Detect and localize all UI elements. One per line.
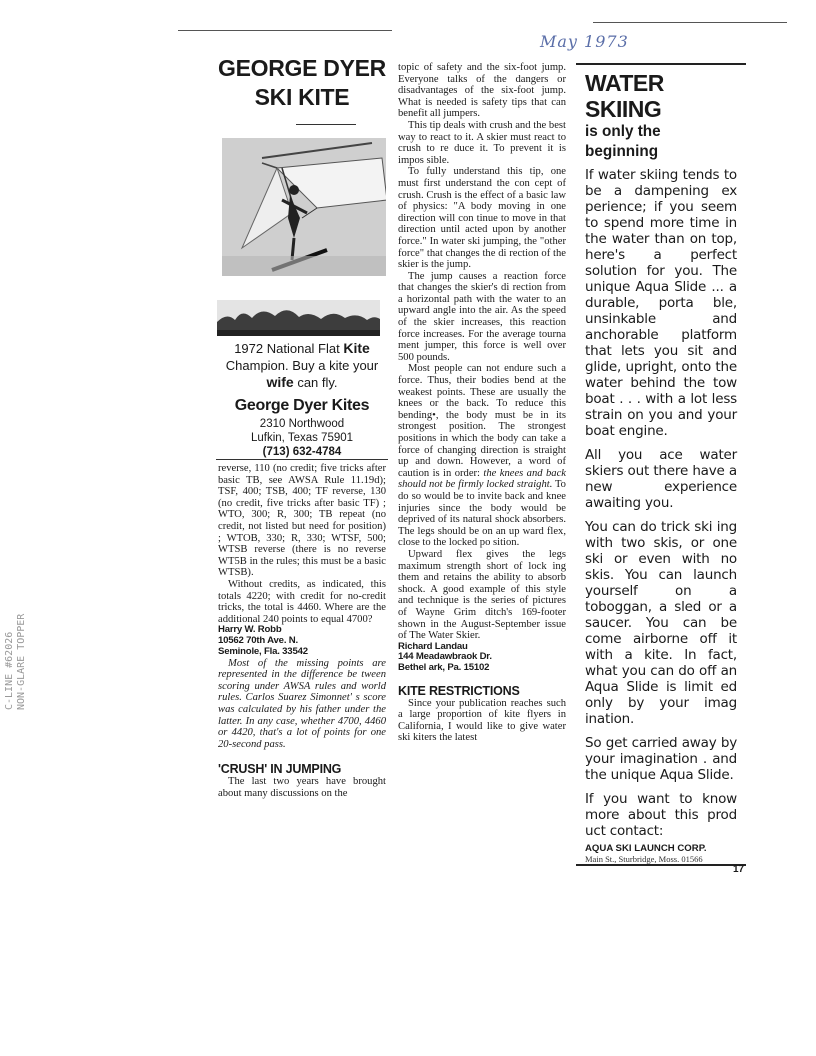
kite-skier-photo: [222, 138, 386, 276]
letter-robb-body: reverse, 110 (no credit; five tricks after basic TB, see AWSA Rule 11.19d); TSF, 400; TSB, 400; TF reverse, 130 (no credit, five tricks after basic TF) ; WTO, 300; R, 300; TB repeat (no credit, not listed but need for position) ; WTOB, 330; R, 330; WTSF, 500; WTSB reverse (there is no reverse WT5B in the rules; this must be a basic WTSB).: [218, 463, 386, 579]
aqua-ad-top-rule: [576, 63, 746, 65]
top-rule-right: [593, 22, 787, 23]
stamp-line-1: C-LINE #62026: [4, 631, 15, 710]
aqua-ad-title: WATER SKIING: [585, 70, 664, 122]
dyer-address: 2310 Northwood Lufkin, Texas 75901 (713) 632-4784: [214, 417, 390, 459]
aqua-ad-p1: If water skiing tends to be a dampening ex perience; if you seem to spend more time in the water than on top, here's a perfect solution for you. The unique Aqua Slide ... a durable, porta ble, unsinkable and anchorable platform that lets you sit and glide, upright, onto the water behind the tow boat . . . with a lot less strain on you and your boat engine.: [585, 167, 737, 439]
dyer-company-name: George Dyer Kites: [234, 397, 370, 414]
dyer-ad-caption: 1972 National Flat Kite Champion. Buy a kite your wife can fly.: [225, 340, 379, 390]
aqua-ad-p2: All you ace water skiers out there have a new experience awaiting you.: [585, 447, 737, 511]
dyer-phone: (713) 632-4784: [262, 446, 342, 458]
crush-article-continued: [398, 62, 566, 744]
crush-p2: This tip deals with crush and the best way to react to it. A skier must react to crush to re duce it. To prevent it is impos sible.: [398, 119, 566, 166]
top-rule-left: [178, 30, 392, 31]
letter-robb: [218, 463, 386, 799]
crush-heading: 'CRUSH' IN JUMPING: [218, 762, 342, 777]
crush-p4: The jump causes a reaction force that changes the skier's di rection from a horizontal path with the water to an upward angle into the air. As the speed of the skier increases, this reaction force increases. For the average tourna ment jumper, this force is well over 500 pounds.: [398, 270, 566, 363]
aqua-ad-p5: If you want to know more about this prod uct contact:: [585, 791, 737, 839]
crush-p1-start: The last two years have brought about many discussions on the: [218, 776, 386, 799]
crush-p6: Upward flex gives the legs maximum strength short of lock ing them and retains the ability to absorb shock. A good example of this style and technique is the series of pictures of Wayne Grim ditch's 169-footer shown in the August-September issue of The Water Skier.: [398, 548, 566, 642]
crush-p3: To fully understand this tip, one must first understand the con cept of crush. Crush is the effect of a basic law of physics: "A body moving in one direction will con tinue to move in that direction until acted upon by another force." In water ski jumping, the "other force" that changes the di rection of the skier is the jump.: [398, 166, 566, 271]
kite-p1: Since your publication reaches such a large proportion of kite flyers in California, I would like to give water ski kiters the latest: [398, 697, 566, 744]
letter-robb-para2: Without credits, as indicated, this totals 4220; with credit for no-credit tricks, the total is 4460. Where are the additional 240 points to equal 4700?: [218, 578, 386, 625]
aqua-ad-subtitle: is only the beginning: [585, 123, 661, 160]
dyer-ad-title: GEORGE DYER SKI KITE: [218, 55, 386, 110]
handwritten-date: May 1973: [540, 32, 629, 51]
aqua-slide-ad: [585, 70, 737, 864]
dyer-title-rule: [296, 124, 356, 125]
crush-p5: Most people can not endure such a force. Thus, their bodies bend at the weakest points. These are usually the knees or the back. To reduce this bending•, the body must be in its strongest position. The strongest positions in which the body can take a force of changing direction is straight up and down. However, a word of caution is in order: the knees and back should not be firmly locked straight. To do so would be to invite back and knee injuries since the body would be deprived of its natural shock absorbers. The legs should be on an up ward flex, close to the locked po sition.: [398, 363, 566, 549]
letter-landau-signature: Richard Landau 144 Meadawbraok Dr. Bethel ark, Pa. 15102: [398, 640, 492, 674]
side-stamp: [4, 600, 44, 720]
aqua-ad-p3: You can do trick ski ing with two skis, or one ski or even with no skis. You can launch yourself on a toboggan, a sled or a saucer. You can be come airborne off it with a kite. In fact, what you can do off an Aqua Slide is limit ed only by your imag ination.: [585, 519, 737, 727]
kite-restrictions-heading: KITE RESTRICTIONS: [398, 684, 520, 699]
aqua-ad-bottom-rule: [576, 864, 746, 866]
treeline-photo: [217, 300, 380, 336]
crush-p1-cont: topic of safety and the six-foot jump. Everyone talks of the dangers or disadvantages of the six-foot jump. What is needed is safety tips that can benefit all jumpers.: [398, 62, 566, 120]
letter-robb-signature: Harry W. Robb 10562 70th Ave. N. Seminole, Fla. 33542: [218, 624, 308, 657]
editor-reply: Most of the missing points are represented in the difference be tween scoring under AWSA rules and world rules. Carlos Suarez Simonnet' s score was calculated by his father under the latter. In any case, whether 4700, 4460 or 4420, that's a lot of points for one 20-second pass.: [218, 657, 386, 750]
dyer-ad-bottom-rule: [216, 459, 388, 460]
page-number: 17: [733, 864, 745, 875]
stamp-line-2: NON-GLARE TOPPER: [16, 613, 27, 710]
aqua-corp-address: Main St., Sturbridge, Moss. 01566: [585, 854, 703, 864]
aqua-ad-p4: So get carried away by your imagination . and the unique Aqua Slide.: [585, 735, 737, 783]
aqua-corp-name: AQUA SKI LAUNCH CORP.: [585, 843, 707, 854]
